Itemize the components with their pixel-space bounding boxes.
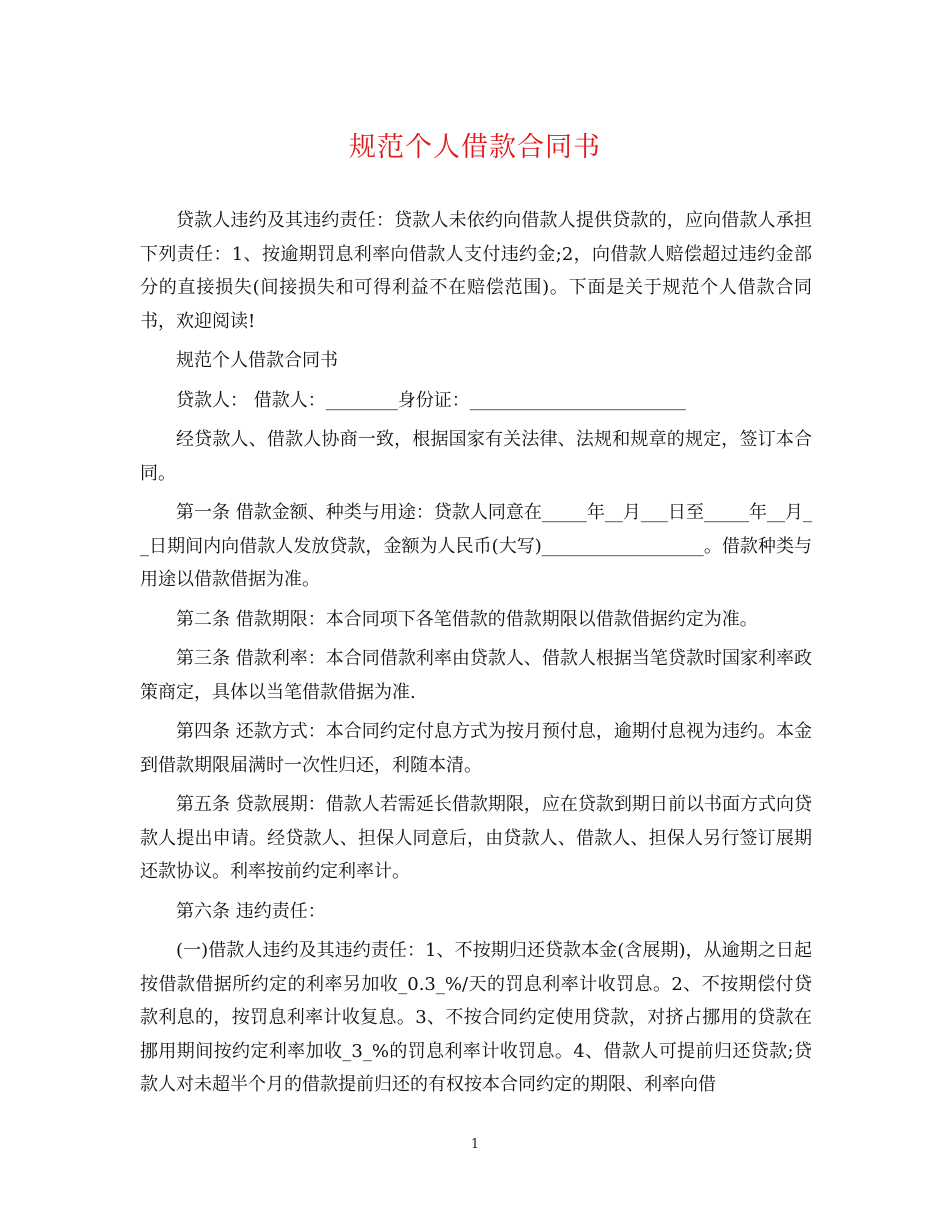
intro-paragraph: 贷款人违约及其违约责任：贷款人未依约向借款人提供贷款的，应向借款人承担下列责任：1、按逾期罚息利率向借款人支付违约金;2，向借款人赔偿超过违约金部分的直接损失(间接损失和可得利益不在赔偿范围)。下面是关于规范个人借款合同书，欢迎阅读!: [140, 210, 812, 332]
page-number: 1: [470, 1137, 480, 1152]
document-body: [140, 204, 812, 1102]
article-1: 第一条 借款金额、种类与用途：贷款人同意在_____年__月___日至_____年__月__日期间内向借款人发放贷款，金额为人民币(大写)__________________。借款种类与用途以借款借据为准。: [140, 502, 812, 590]
document-title: 规范个人借款合同书: [349, 132, 601, 163]
article-6-clause-1: (一)借款人违约及其违约责任：1、不按期归还贷款本金(含展期)，从逾期之日起按借款借据所约定的利率另加收_0.3_%/天的罚息利率计收罚息。2、不按期偿付贷款利息的，按罚息利率计收复息。3、不按合同约定使用贷款，对挤占挪用的贷款在挪用期间按约定利率加收_3_%的罚息利率计收罚息。4、借款人可提前归还贷款;贷款人对未超半个月的借款提前归还的有权按本合同约定的期限、利率向借: [140, 940, 812, 1095]
article-6-heading: 第六条 违约责任：: [176, 900, 326, 922]
parties-line: 贷款人： 借款人：________身份证：________________________: [176, 389, 686, 411]
article-5: 第五条 贷款展期：借款人若需延长借款期限，应在贷款到期日前以书面方式向贷款人提出申请。经贷款人、担保人同意后，由贷款人、借款人、担保人另行签订展期还款协议。利率按前约定利率计。: [140, 794, 812, 882]
article-2: 第二条 借款期限：本合同项下各笔借款的借款期限以借款借据约定为准。: [176, 608, 758, 630]
agreement-paragraph: 经贷款人、借款人协商一致，根据国家有关法律、法规和规章的规定，签订本合同。: [140, 429, 812, 484]
article-3: 第三条 借款利率：本合同借款利率由贷款人、借款人根据当笔贷款时国家利率政策商定，具体以当笔借款借据为准.: [140, 648, 812, 703]
subtitle-paragraph: 规范个人借款合同书: [176, 350, 338, 371]
article-4: 第四条 还款方式：本合同约定付息方式为按月预付息，逾期付息视为违约。本金到借款期限届满时一次性归还，利随本清。: [140, 721, 812, 776]
